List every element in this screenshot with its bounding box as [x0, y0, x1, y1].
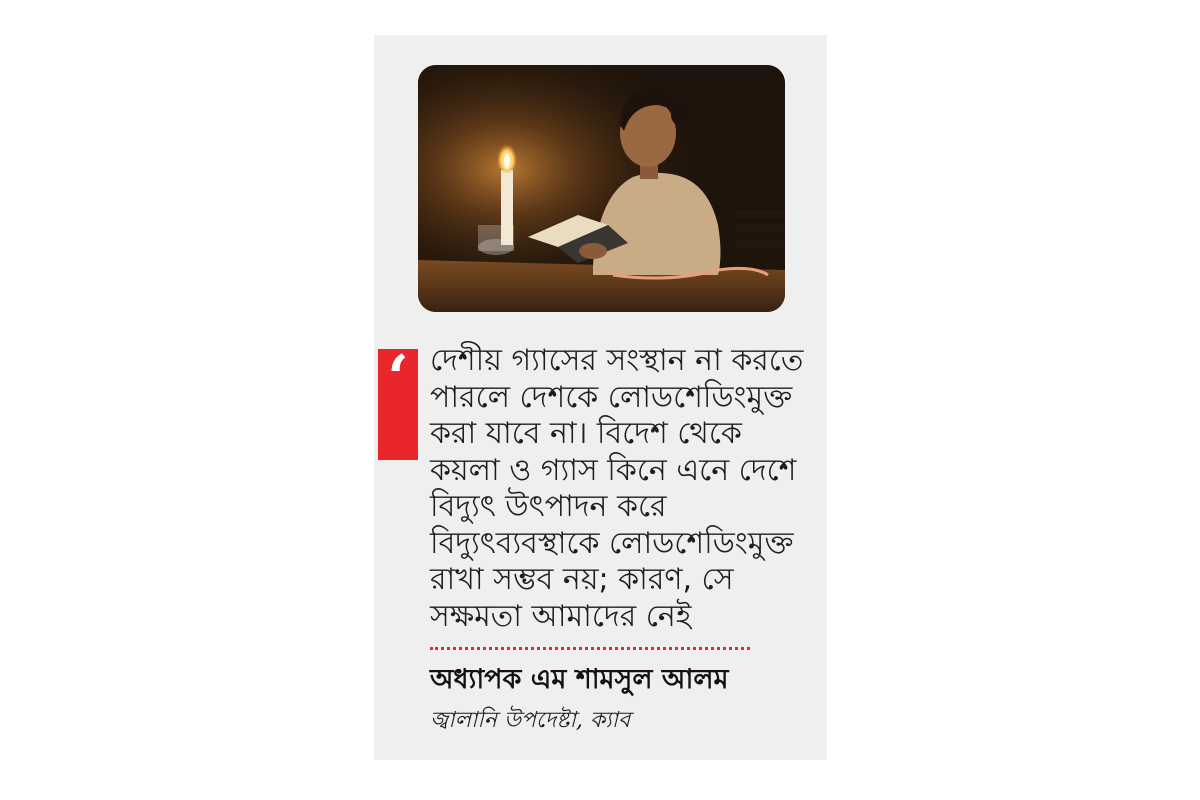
- quote-text: দেশীয় গ্যাসের সংস্থান না করতে পারলে দেশকে লোডশেডিংমুক্ত করা যাবে না। বিদেশ থেকে কয়লা ও গ্যাস কিনে এনে দেশে বিদ্যুৎ উৎপাদন করে বিদ্যুৎব্যবস্থাকে লোডশেডিংমুক্ত রাখা সম্ভব নয়; কারণ, সে সক্ষমতা আমাদের নেই: [430, 343, 804, 634]
- dotted-divider: [430, 647, 750, 650]
- candlelight-reading-photo: [418, 65, 785, 312]
- photo-illustration: [418, 65, 785, 312]
- author-role: জ্বালানি উপদেষ্টা, ক্যাব: [430, 708, 631, 733]
- quotation-mark-icon: ‘: [387, 341, 409, 414]
- author-name: অধ্যাপক এম শামসুল আলম: [430, 664, 729, 695]
- quote-card: [374, 35, 827, 760]
